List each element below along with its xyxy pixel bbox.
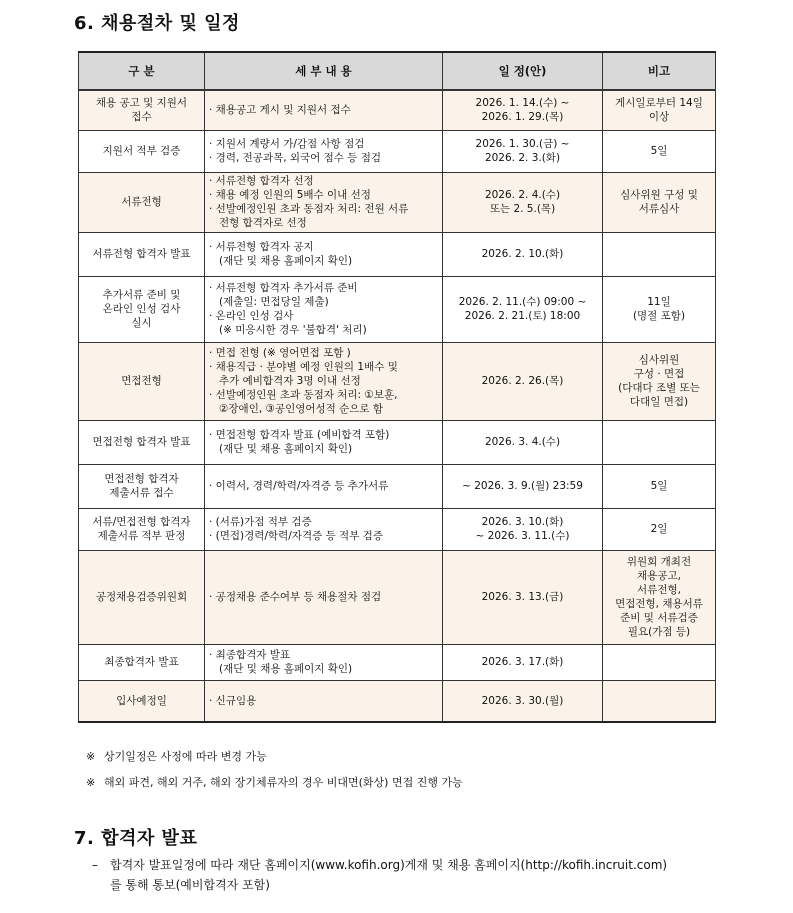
remark-line: 채용공고, <box>637 570 681 582</box>
details-cell <box>205 550 443 644</box>
note-item <box>86 774 463 792</box>
schedule-cell <box>443 644 603 680</box>
details-line: (※ 미응시한 경우 '불합격' 처리) <box>219 324 367 336</box>
remark-line: 심사위원 구성 및 <box>620 189 698 201</box>
category-cell <box>79 172 205 232</box>
category-cell <box>79 550 205 644</box>
schedule-line: 2026. 3. 4.(수) <box>484 436 561 448</box>
details-line: · 면접전형 합격자 발표 (예비합격 포함) <box>209 429 390 441</box>
schedule-line: 2026. 2. 11.(수) 09:00 ~ <box>458 296 587 308</box>
category-cell <box>79 420 205 464</box>
details-line: · 온라인 인성 검사 <box>209 310 294 322</box>
schedule-cell <box>443 232 603 276</box>
schedule-line: 2026. 2. 10.(화) <box>481 248 564 260</box>
schedule-line: 2026. 2. 21.(토) 18:00 <box>464 310 581 322</box>
schedule-cell <box>443 680 603 722</box>
category-line: 최종합격자 발표 <box>104 656 179 668</box>
remark-line: (다대다 조별 또는 <box>618 382 700 394</box>
remark-cell <box>603 172 716 232</box>
schedule-line: 2026. 1. 29.(목) <box>481 111 564 124</box>
remark-cell <box>603 232 716 276</box>
schedule-line: 2026. 3. 10.(화) <box>481 516 564 528</box>
schedule-line: 2026. 1. 30.(금) ~ <box>475 138 570 150</box>
category-line: 서류전형 합격자 발표 <box>92 248 191 260</box>
details-cell <box>205 232 443 276</box>
remark-line: 이상 <box>648 111 670 124</box>
remark-line: 심사위원 <box>638 354 680 366</box>
details-line: · 선발예정인원 초과 동점자 처리: 전원 서류 <box>209 203 409 215</box>
remark-line: 면접전형, 채용서류 <box>615 598 703 610</box>
category-line: 서류/면접전형 합격자 <box>92 516 191 528</box>
category-cell <box>79 508 205 550</box>
details-cell <box>205 172 443 232</box>
details-line: (제출일: 면접당일 제출) <box>219 296 329 308</box>
header-schedule: 일 정(안) <box>443 52 603 90</box>
schedule-cell <box>443 464 603 508</box>
details-line: (재단 및 채용 홈페이지 확인) <box>219 663 353 675</box>
details-line: · 면접 전형 (※ 영어면접 포함 ) <box>209 347 351 359</box>
schedule-cell <box>443 420 603 464</box>
category-line: 온라인 인성 검사 <box>102 303 181 315</box>
section-7-title: 7. 합격자 발표 <box>74 828 198 849</box>
details-line: · 이력서, 경력/학력/자격증 등 추가서류 <box>209 480 389 492</box>
details-line: · 경력, 전공과목, 외국어 점수 등 점검 <box>209 152 382 164</box>
details-cell <box>205 464 443 508</box>
table-row <box>79 342 716 420</box>
remark-line: 구성 · 면접 <box>633 368 685 380</box>
note-text: 해외 파견, 해외 거주, 해외 장기체류자의 경우 비대면(화상) 면접 진행 가능 <box>104 776 463 789</box>
schedule-line: 2026. 2. 26.(목) <box>481 375 564 387</box>
category-line: 지원서 적부 검증 <box>102 145 181 157</box>
dash-bullet: – <box>92 858 98 872</box>
remark-line: 서류심사 <box>638 203 680 215</box>
note-item <box>86 748 463 766</box>
details-line: · (면접)경력/학력/자격증 등 적부 검증 <box>209 530 383 542</box>
details-line: · (서류)가점 적부 검증 <box>209 516 312 528</box>
details-line: · 공정채용 준수여부 등 채용절차 점검 <box>209 591 382 603</box>
table-row <box>79 464 716 508</box>
details-cell <box>205 276 443 342</box>
schedule-line: ~ 2026. 3. 11.(수) <box>475 530 570 542</box>
note-text: 상기일정은 사정에 따라 변경 가능 <box>104 750 267 763</box>
remark-cell <box>603 342 716 420</box>
remark-cell <box>603 508 716 550</box>
category-line: 면접전형 <box>121 375 162 387</box>
schedule-cell <box>443 276 603 342</box>
remark-cell <box>603 420 716 464</box>
category-cell <box>79 130 205 172</box>
remark-line: 필요(가점 등) <box>627 626 691 638</box>
category-line: 채용 공고 및 지원서 <box>95 97 188 110</box>
announcement-line-1: 합격자 발표일정에 따라 재단 홈페이지(www.kofih.org)게재 및 채용 홈페이지(http://kofih.incruit.com) <box>110 858 668 872</box>
category-line: 제출서류 적부 판정 <box>97 530 186 542</box>
details-cell <box>205 90 443 130</box>
schedule-line: 2026. 2. 3.(화) <box>484 152 561 164</box>
category-cell <box>79 232 205 276</box>
schedule-cell <box>443 508 603 550</box>
header-details: 세 부 내 용 <box>205 52 443 90</box>
details-line: · 신규임용 <box>209 694 257 707</box>
table-row <box>79 172 716 232</box>
schedule-line: 2026. 3. 30.(월) <box>481 694 564 707</box>
schedule-cell <box>443 342 603 420</box>
schedule-line: 2026. 3. 13.(금) <box>481 591 564 603</box>
remark-line: 게시일로부터 14일 <box>615 97 703 110</box>
remark-cell <box>603 550 716 644</box>
details-line: · 지원서 계량서 가/감점 사항 점검 <box>209 138 365 150</box>
details-line: · 서류전형 합격자 공지 <box>209 241 314 253</box>
note-mark: ※ <box>86 750 96 763</box>
details-line: · 서류전형 합격자 추가서류 준비 <box>209 282 358 294</box>
announcement-line-2: 를 통해 통보(예비합격자 포함) <box>110 878 270 892</box>
announcement-text <box>92 855 732 895</box>
details-cell <box>205 420 443 464</box>
details-line: 전형 합격자로 선정 <box>219 217 307 229</box>
remark-line: 2일 <box>650 523 668 535</box>
schedule-cell <box>443 550 603 644</box>
details-cell <box>205 508 443 550</box>
details-line: · 채용공고 게시 및 지원서 접수 <box>209 104 351 117</box>
details-cell <box>205 680 443 722</box>
schedule-line: 2026. 3. 17.(화) <box>481 656 564 668</box>
category-cell <box>79 276 205 342</box>
schedule-cell <box>443 172 603 232</box>
table-row <box>79 644 716 680</box>
category-line: 면접전형 합격자 <box>104 473 179 485</box>
notes-list <box>86 748 463 800</box>
details-cell <box>205 342 443 420</box>
remark-cell <box>603 90 716 130</box>
category-line: 제출서류 접수 <box>109 487 174 499</box>
remark-line: 서류전형, <box>637 584 681 596</box>
table-row <box>79 232 716 276</box>
table-row <box>79 90 716 130</box>
schedule-line: 2026. 1. 14.(수) ~ <box>475 97 570 110</box>
remark-cell <box>603 130 716 172</box>
header-remark: 비고 <box>603 52 716 90</box>
note-mark: ※ <box>86 776 96 789</box>
category-line: 실시 <box>131 317 152 329</box>
details-line: · 채용직급 · 분야별 예정 인원의 1배수 및 <box>209 361 398 373</box>
section-6-title: 6. 채용절차 및 일정 <box>74 13 240 34</box>
details-line: (재단 및 채용 홈페이지 확인) <box>219 255 353 267</box>
details-line: 추가 예비합격자 3명 이내 선정 <box>219 375 361 387</box>
category-cell <box>79 342 205 420</box>
remark-cell <box>603 644 716 680</box>
table-row <box>79 420 716 464</box>
category-line: 입사예정일 <box>116 694 167 707</box>
header-category: 구 분 <box>79 52 205 90</box>
table-header-row <box>79 52 716 90</box>
schedule-line: 또는 2. 5.(목) <box>489 203 556 215</box>
remark-line: 5일 <box>650 480 668 492</box>
details-cell <box>205 644 443 680</box>
details-line: · 서류전형 합격자 선정 <box>209 175 314 187</box>
remark-cell <box>603 464 716 508</box>
details-line: · 선발예정인원 초과 동점자 처리: ①보훈, <box>209 389 398 401</box>
category-line: 서류전형 <box>121 196 162 208</box>
remark-line: (명절 포함) <box>632 310 686 322</box>
details-line: · 채용 예정 인원의 5배수 이내 선정 <box>209 189 371 201</box>
table-row <box>79 680 716 722</box>
remark-line: 위원회 개최전 <box>626 556 692 568</box>
remark-cell <box>603 276 716 342</box>
remark-cell <box>603 680 716 722</box>
category-cell <box>79 464 205 508</box>
category-line: 추가서류 준비 및 <box>102 289 181 301</box>
schedule-table <box>78 51 716 723</box>
category-cell <box>79 644 205 680</box>
details-line: ②장애인, ③공인영어성적 순으로 함 <box>219 403 384 415</box>
schedule-cell <box>443 90 603 130</box>
schedule-line: 2026. 2. 4.(수) <box>484 189 561 201</box>
remark-line: 준비 및 서류검증 <box>620 612 698 624</box>
details-cell <box>205 130 443 172</box>
details-line: (재단 및 채용 홈페이지 확인) <box>219 443 353 455</box>
category-cell <box>79 90 205 130</box>
table-row <box>79 508 716 550</box>
remark-line: 11일 <box>647 296 671 308</box>
table-row <box>79 276 716 342</box>
details-line: · 최종합격자 발표 <box>209 649 291 661</box>
category-line: 접수 <box>131 111 152 124</box>
schedule-cell <box>443 130 603 172</box>
category-line: 공정채용검증위원회 <box>95 591 188 603</box>
table-row <box>79 550 716 644</box>
category-line: 면접전형 합격자 발표 <box>92 436 191 448</box>
table-row <box>79 130 716 172</box>
remark-line: 5일 <box>650 145 668 157</box>
remark-line: 다대일 면접) <box>629 396 689 408</box>
category-cell <box>79 680 205 722</box>
schedule-line: ~ 2026. 3. 9.(월) 23:59 <box>462 480 583 492</box>
